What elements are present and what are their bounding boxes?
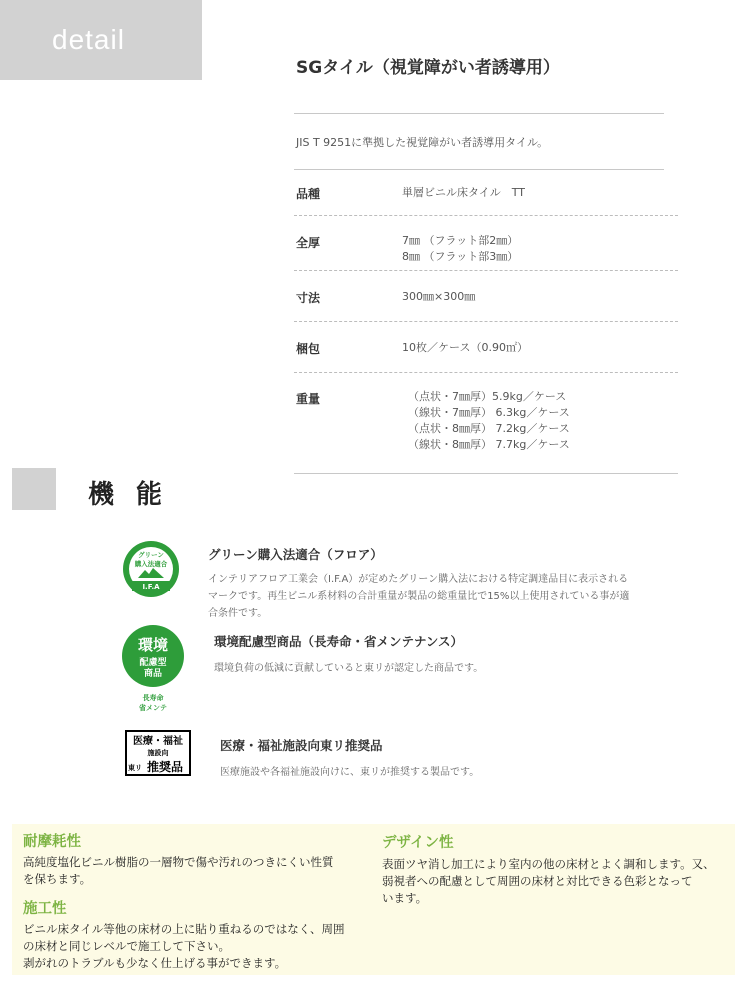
workability-title: 施工性 [23, 901, 67, 917]
feature-body-medical: 医療施設や各福祉施設向けに、東リが推奨する製品です。 [220, 767, 480, 778]
logo-text: 購入法適合 [134, 560, 168, 568]
svg-text:配慮型: 配慮型 [139, 658, 167, 668]
spec-label-weight: 重量 [296, 392, 321, 406]
logo-text: グリーン [138, 551, 164, 559]
spec-label-size: 寸法 [296, 291, 321, 305]
svg-text:東リ: 東リ [128, 764, 142, 772]
product-title: SGタイル（視覚障がい者誘導用） [296, 58, 560, 78]
medical-recommend-logo [125, 730, 191, 776]
section-marker [12, 468, 56, 510]
dotted-divider [294, 372, 678, 373]
svg-text:医療・福祉: 医療・福祉 [133, 736, 183, 747]
product-description: JIS T 9251に準拠した視覚障がい者誘導用タイル。 [296, 136, 549, 149]
detail-tab: detail [0, 0, 202, 80]
divider [294, 169, 664, 170]
feature-body-eco: 環境負荷の低減に貢献していると東リが認定した商品です。 [214, 663, 484, 674]
dotted-divider [294, 215, 678, 216]
spec-label-packing: 梱包 [296, 342, 321, 356]
green-purchase-logo [122, 540, 180, 598]
feature-title-medical: 医療・福祉施設向東リ推奨品 [220, 738, 383, 753]
svg-text:省メンテ: 省メンテ [139, 704, 167, 712]
feature-title-green: グリーン購入法適合（フロア） [208, 547, 383, 562]
divider [294, 113, 664, 114]
divider [294, 473, 678, 474]
spec-value-size: 300㎜×300㎜ [402, 290, 476, 303]
spec-label-type: 品種 [296, 187, 321, 201]
spec-value-packing: 10枚／ケース（0.90㎡） [402, 341, 528, 354]
feature-title-eco: 環境配慮型商品（長寿命・省メンテナンス） [214, 634, 464, 649]
workability-body: ビニル床タイル等他の床材の上に貼り重ねるのではなく、周囲 の床材と同じレベルで施工して下さい。 剥がれのトラブルも少なく仕上げる事ができます。 [23, 922, 345, 970]
svg-text:商品: 商品 [143, 669, 163, 679]
design-title: デザイン性 [382, 835, 454, 851]
svg-text:環境: 環境 [137, 636, 169, 654]
eco-product-logo [118, 624, 188, 714]
feature-summary-panel [12, 824, 735, 975]
spec-value-weight: （点状・7㎜厚）5.9kg／ケース （線状・7㎜厚） 6.3kg／ケース （点状・8㎜厚） 7.2kg／ケース （線状・8㎜厚） 7.7kg／ケース [408, 390, 570, 451]
spec-value-thickness: 7㎜ （フラット部2㎜） 8㎜ （フラット部3㎜） [402, 234, 519, 263]
spec-label-thickness: 全厚 [296, 236, 321, 250]
svg-text:推奨品: 推奨品 [146, 760, 184, 774]
dotted-divider [294, 321, 678, 322]
features-heading: 機能 [88, 480, 185, 510]
spec-value-type: 単層ビニル床タイル TT [402, 186, 526, 199]
svg-text:長寿命: 長寿命 [142, 694, 164, 702]
dotted-divider [294, 270, 678, 271]
durability-title: 耐摩耗性 [23, 834, 81, 850]
logo-text: I.F.A [142, 583, 160, 591]
durability-body: 高純度塩化ビニル樹脂の一層物で傷や汚れのつきにくい性質 を保ちます。 [23, 855, 334, 886]
design-body: 表面ツヤ消し加工により室内の他の床材とよく調和します。又、 弱視者への配慮として周囲の床材と対比できる色彩となって います。 [382, 857, 715, 905]
svg-text:施設向: 施設向 [147, 749, 169, 757]
feature-body-green: インテリアフロア工業会（I.F.A）が定めたグリーン購入法における特定調達品目に表示される マークです。再生ビニル系材料の合計重量が製品の総重量比で15%以上使用されている事が適 合条件です。 [208, 574, 630, 619]
